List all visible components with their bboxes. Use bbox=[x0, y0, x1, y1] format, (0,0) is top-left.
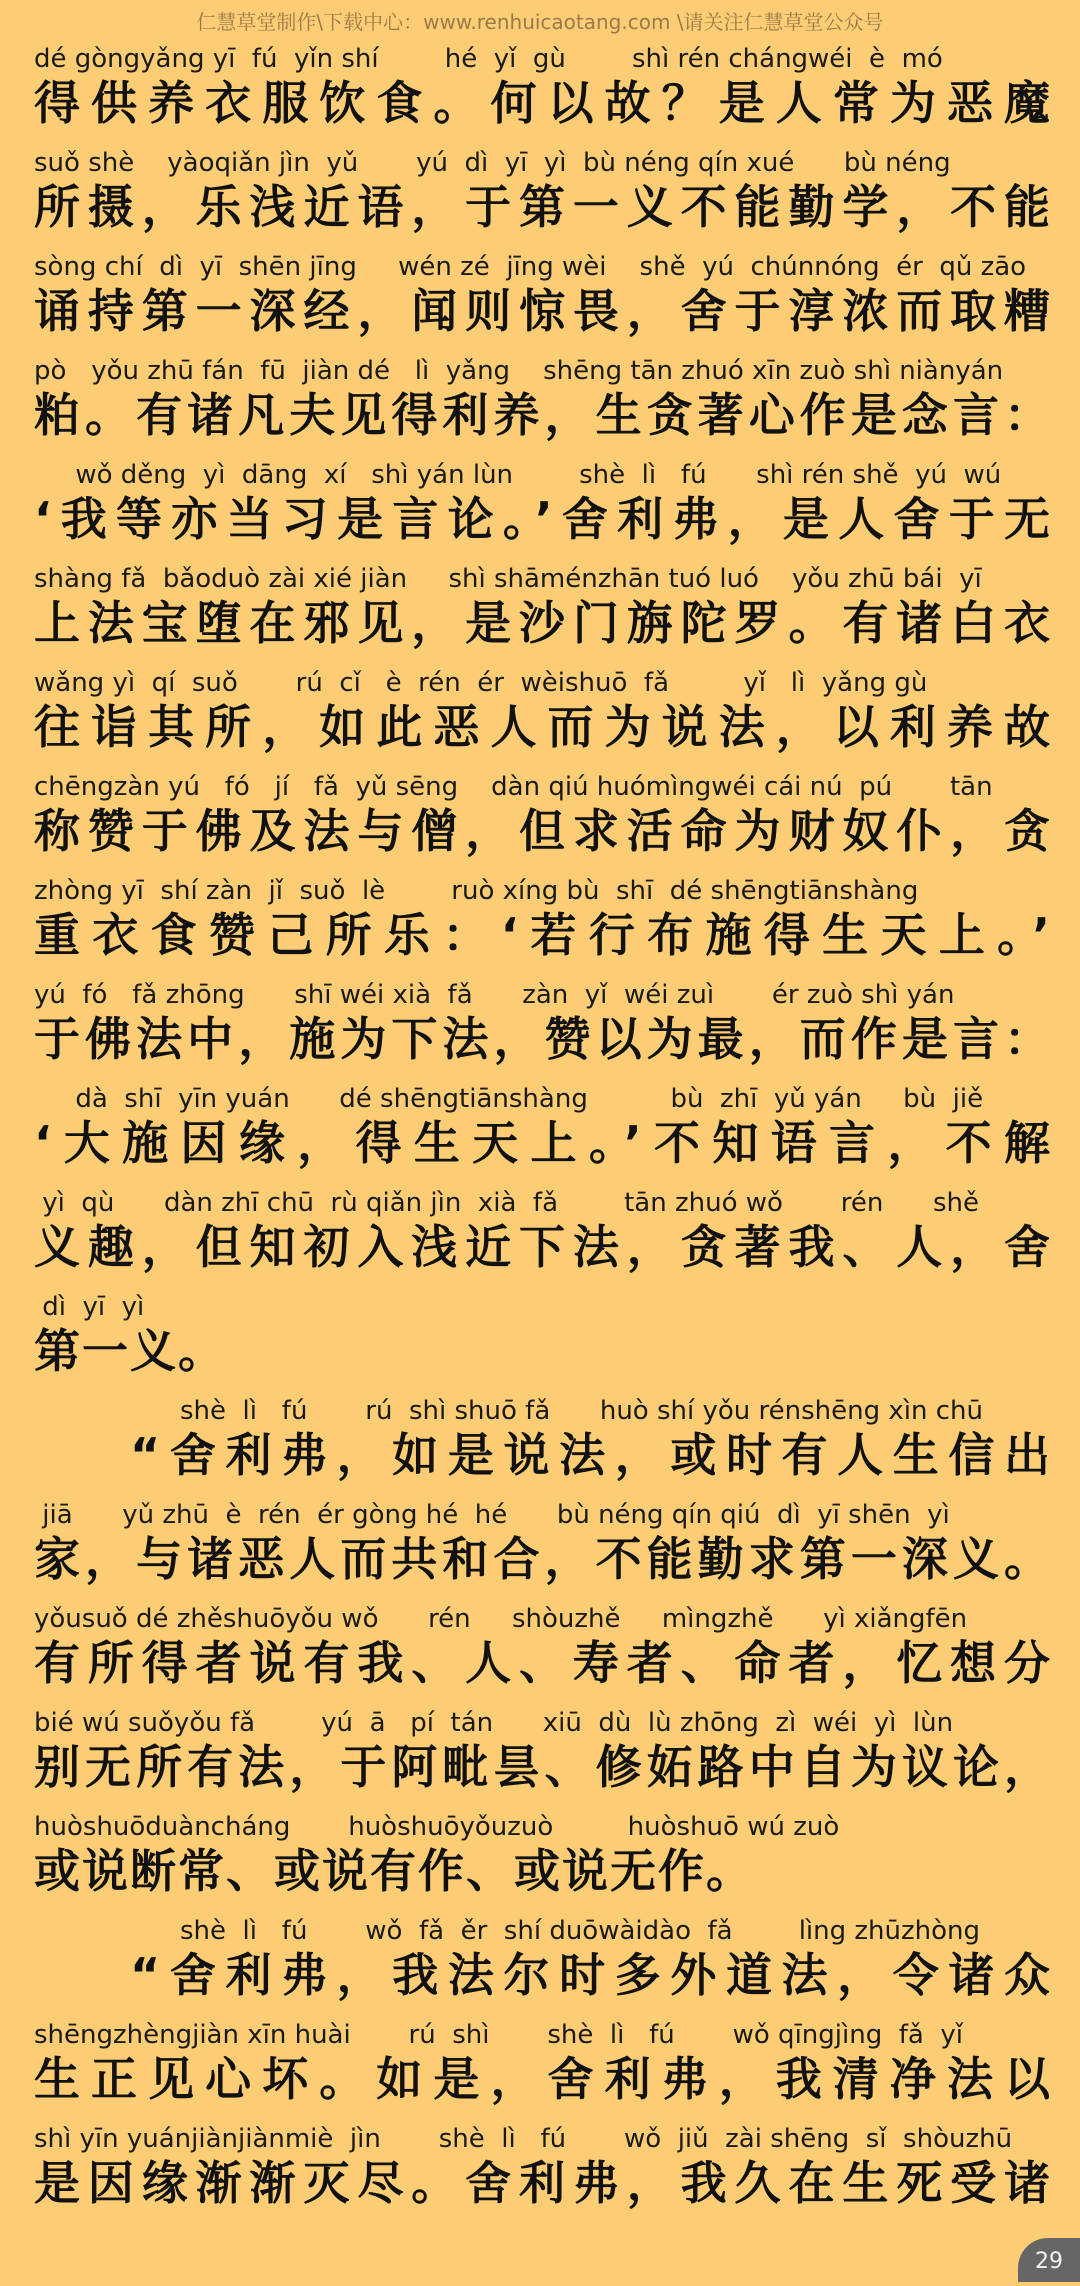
hanzi-line: 诵持第一深经，闻则惊畏，舍于淳浓而取糟 bbox=[34, 284, 1052, 338]
hanzi-line: 或说断常、或说有作、或说无作。 bbox=[34, 1844, 754, 1898]
pinyin-line: suǒ shè yàoqiǎn jìn yǔ yú dì yī yì bù néng qín xué bù néng bbox=[34, 148, 951, 178]
pinyin-line: wǒ děng yì dāng xí shì yán lùn shè lì fú shì rén shě yú wú bbox=[34, 460, 1002, 490]
hanzi-line: 有所得者说有我、人、寿者、命者，忆想分 bbox=[34, 1636, 1052, 1690]
text-line bbox=[0, 1906, 1080, 2010]
text-line bbox=[0, 554, 1080, 658]
text-line bbox=[0, 658, 1080, 762]
hanzi-line: 生正见心坏。如是，舍利弗，我清净法以 bbox=[34, 2052, 1052, 2106]
pinyin-line: pò yǒu zhū fán fū jiàn dé lì yǎng shēng tān zhuó xīn zuò shì niànyán bbox=[34, 356, 1004, 386]
text-line bbox=[0, 1282, 1080, 1386]
hanzi-line: ‘大施因缘，得生天上。’不知语言，不解 bbox=[34, 1116, 1052, 1170]
pinyin-line: sòng chí dì yī shēn jīng wén zé jīng wèi shě yú chúnnóng ér qǔ zāo bbox=[34, 252, 1027, 282]
pinyin-line: dé gòngyǎng yī fú yǐn shí hé yǐ gù shì rén chángwéi è mó bbox=[34, 44, 943, 74]
hanzi-line: 家，与诸恶人而共和合，不能勤求第一深义。 bbox=[34, 1532, 1052, 1586]
hanzi-line: 得供养衣服饮食。何以故？是人常为恶魔 bbox=[34, 76, 1052, 130]
pinyin-line: shēngzhèngjiàn xīn huài rú shì shè lì fú wǒ qīngjìng fǎ yǐ bbox=[34, 2020, 963, 2050]
hanzi-line: 称赞于佛及法与僧，但求活命为财奴仆，贪 bbox=[34, 804, 1052, 858]
hanzi-line: 上法宝堕在邪见，是沙门旃陀罗。有诸白衣 bbox=[34, 596, 1052, 650]
pinyin-line: huòshuōduàncháng huòshuōyǒuzuò huòshuō wú zuò bbox=[34, 1812, 840, 1842]
text-line bbox=[0, 866, 1080, 970]
text-line bbox=[0, 346, 1080, 450]
scripture-text bbox=[0, 34, 1080, 2218]
text-line bbox=[0, 2114, 1080, 2218]
hanzi-line: “舍利弗，我法尔时多外道法，令诸众 bbox=[130, 1948, 1052, 2002]
page-header: 仁慧草堂制作\下载中心：www.renhuicaotang.com \请关注仁慧草堂公众号 bbox=[196, 10, 884, 34]
pinyin-line: yì qù dàn zhī chū rù qiǎn jìn xià fǎ tān zhuó wǒ rén shě bbox=[34, 1188, 979, 1218]
text-line bbox=[0, 450, 1080, 554]
text-line bbox=[0, 1490, 1080, 1594]
pinyin-line: yú fó fǎ zhōng shī wéi xià fǎ zàn yǐ wéi zuì ér zuò shì yán bbox=[34, 980, 955, 1010]
pinyin-line: zhòng yī shí zàn jǐ suǒ lè ruò xíng bù shī dé shēngtiānshàng bbox=[34, 876, 919, 906]
hanzi-line: 往诣其所，如此恶人而为说法，以利养故 bbox=[34, 700, 1052, 754]
text-line bbox=[0, 1594, 1080, 1698]
text-line bbox=[0, 34, 1080, 138]
hanzi-line: 于佛法中，施为下法，赞以为最，而作是言： bbox=[34, 1012, 1052, 1066]
hanzi-line: 所摄，乐浅近语，于第一义不能勤学，不能 bbox=[34, 180, 1052, 234]
pinyin-line: shàng fǎ bǎoduò zài xié jiàn shì shāménzhān tuó luó yǒu zhū bái yī bbox=[34, 564, 982, 594]
text-line bbox=[0, 1178, 1080, 1282]
text-line bbox=[0, 762, 1080, 866]
text-line bbox=[0, 2010, 1080, 2114]
pinyin-line: yǒusuǒ dé zhěshuōyǒu wǒ rén shòuzhě mìngzhě yì xiǎngfēn bbox=[34, 1604, 968, 1634]
text-line bbox=[0, 242, 1080, 346]
text-line bbox=[0, 1698, 1080, 1802]
pinyin-line: bié wú suǒyǒu fǎ yú ā pí tán xiū dù lù zhōng zì wéi yì lùn bbox=[34, 1708, 954, 1738]
hanzi-line: 粕。有诸凡夫见得利养，生贪著心作是念言： bbox=[34, 388, 1052, 442]
pinyin-line: wǎng yì qí suǒ rú cǐ è rén ér wèishuō fǎ yǐ lì yǎng gù bbox=[34, 668, 928, 698]
pinyin-line: shì yīn yuánjiànjiànmiè jìn shè lì fú wǒ jiǔ zài shēng sǐ shòuzhū bbox=[34, 2124, 1013, 2154]
text-line bbox=[0, 970, 1080, 1074]
hanzi-line: 第一义。 bbox=[34, 1324, 226, 1378]
page-number: 29 bbox=[1018, 2238, 1080, 2282]
pinyin-line: shè lì fú wǒ fǎ ěr shí duōwàidào fǎ lìng zhūzhòng bbox=[180, 1916, 981, 1946]
text-line bbox=[0, 1386, 1080, 1490]
pinyin-line: dì yī yì bbox=[34, 1292, 145, 1322]
text-line bbox=[0, 138, 1080, 242]
hanzi-line: 义趣，但知初入浅近下法，贪著我、人，舍 bbox=[34, 1220, 1052, 1274]
pinyin-line: shè lì fú rú shì shuō fǎ huò shí yǒu rénshēng xìn chū bbox=[180, 1396, 983, 1426]
hanzi-line: 是因缘渐渐灭尽。舍利弗，我久在生死受诸 bbox=[34, 2156, 1052, 2210]
hanzi-line: ‘我等亦当习是言论。’舍利弗，是人舍于无 bbox=[34, 492, 1052, 546]
hanzi-line: 重衣食赞己所乐：‘若行布施得生天上。’ bbox=[34, 908, 1052, 962]
hanzi-line: “舍利弗，如是说法，或时有人生信出 bbox=[130, 1428, 1052, 1482]
pinyin-line: dà shī yīn yuán dé shēngtiānshàng bù zhī yǔ yán bù jiě bbox=[34, 1084, 984, 1114]
text-line bbox=[0, 1074, 1080, 1178]
pinyin-line: chēngzàn yú fó jí fǎ yǔ sēng dàn qiú huómìngwéi cái nú pú tān bbox=[34, 772, 993, 802]
pinyin-line: jiā yǔ zhū è rén ér gòng hé hé bù néng qín qiú dì yī shēn yì bbox=[34, 1500, 950, 1530]
text-line bbox=[0, 1802, 1080, 1906]
hanzi-line: 别无所有法，于阿毗昙、修妬路中自为议论， bbox=[34, 1740, 1052, 1794]
